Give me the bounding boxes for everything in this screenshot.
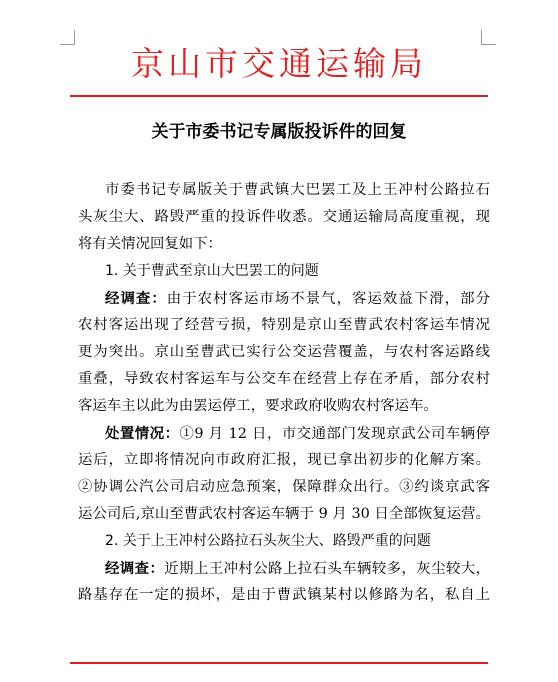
paragraph-text: 近期上王冲村公路上拉石头车辆较多，灰尘较大， <box>164 561 490 577</box>
paragraph-text: 由于农村客运市场不景气，客运效益下滑，部分 <box>166 291 490 307</box>
footer-divider <box>70 662 488 664</box>
survey-label: 经调查： <box>105 290 167 307</box>
document-body <box>78 177 490 609</box>
paragraph-line <box>78 420 490 447</box>
paragraph-line: 客运车主以此为由罢运停工，要求政府收购农村客运车。 <box>78 398 438 414</box>
paragraph-line: 运后，立即将情况向市政府汇报，现已拿出初步的化解方案。 <box>78 452 490 468</box>
paragraph-line: ②协调公汽公司启动应急预案，保障群众出行。③约谈京武客 <box>78 479 490 495</box>
paragraph-line: 市委书记专属版关于曹武镇大巴罢工及上王冲村公路拉石 <box>105 182 490 198</box>
paragraph-line: 运公司后,京山至曹武农村客运车辆于 9 月 30 日全部恢复运营。 <box>78 506 490 522</box>
paragraph-line: 更为突出。京山至曹武已实行公交运营覆盖，与农村客运路线 <box>78 344 490 360</box>
paragraph-line: 农村客运出现了经营亏损，特别是京山至曹武农村客运车情况 <box>78 317 490 333</box>
org-letterhead: 京山市交通运输局 <box>131 44 427 83</box>
paragraph-line: 路基存在一定的损坏，是由于曹武镇某村以修路为名，私自上 <box>78 587 490 603</box>
paragraph-text: ①9 月 12 日，市交通部门发现京武公司车辆停 <box>179 426 490 442</box>
document-title: 关于市委书记专属版投诉件的回复 <box>151 122 407 142</box>
handling-label: 处置情况： <box>105 425 180 442</box>
letterhead-divider <box>70 95 488 97</box>
paragraph-line: 将有关情况回复如下： <box>78 236 222 252</box>
section-heading: 1. 关于曹武至京山大巴罢工的问题 <box>105 263 319 279</box>
paragraph-line: 头灰尘大、路毁严重的投诉件收悉。交通运输局高度重视，现 <box>78 209 490 225</box>
paragraph-line: 重叠，导致农村客运车与公交车在经营上存在矛盾，部分农村 <box>78 371 490 387</box>
paragraph-line <box>78 285 490 312</box>
survey-label: 经调查： <box>105 560 165 577</box>
paragraph-line <box>78 555 490 582</box>
section-heading: 2. 关于上王冲村公路拉石头灰尘大、路毁严重的问题 <box>105 533 431 549</box>
